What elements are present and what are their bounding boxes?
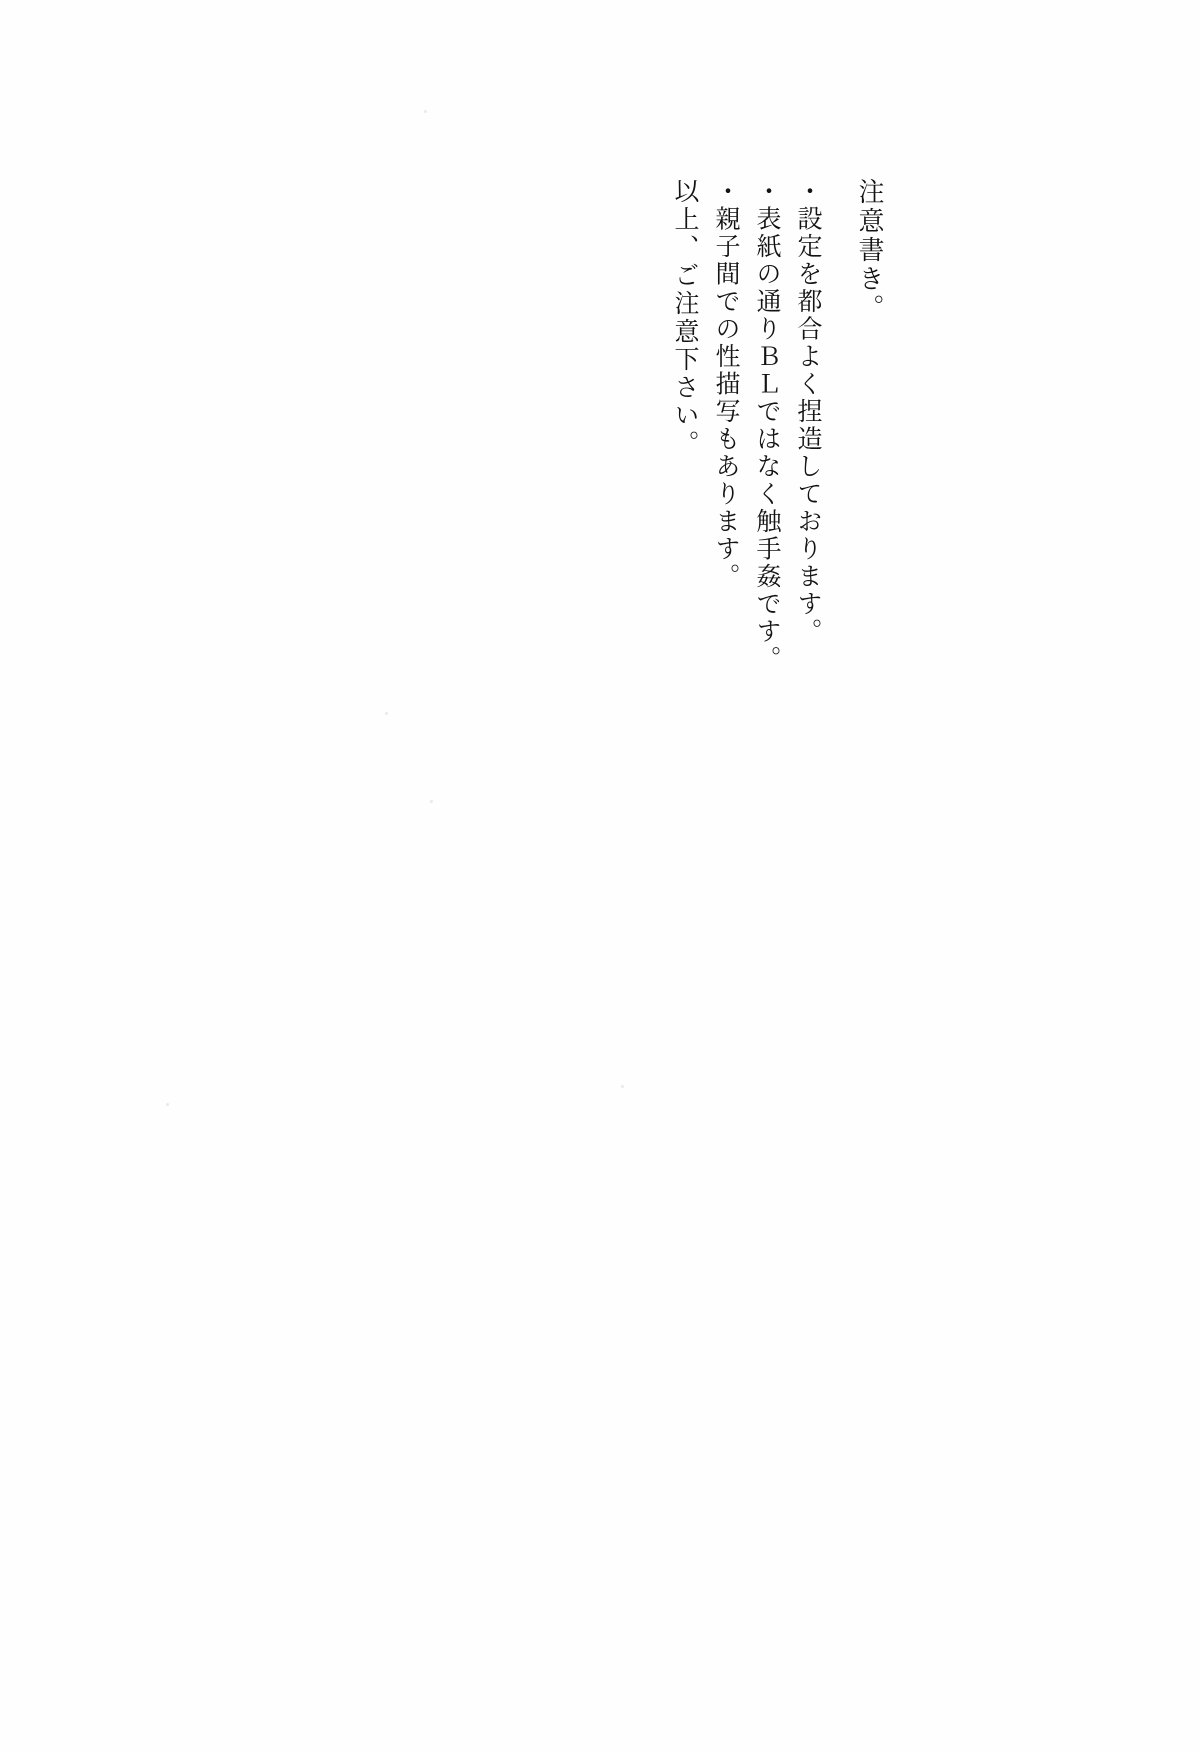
notice-item-1: ・設定を都合よく捏造しております。: [794, 178, 821, 646]
paper-speck: [424, 110, 427, 113]
notice-title: 注意書き。: [855, 178, 884, 323]
paper-speck: [430, 800, 433, 803]
paper-speck: [621, 1085, 624, 1088]
notice-text-block: [638, 178, 882, 1178]
paper-speck: [385, 712, 388, 715]
paper-speck: [166, 1103, 169, 1106]
notice-item-3: ・親子間での性描写もあります。: [712, 178, 739, 591]
notice-item-2: ・表紙の通りＢＬではなく触手姦です。: [753, 178, 780, 673]
notice-closing: 以上、ご注意下さい。: [671, 178, 698, 458]
